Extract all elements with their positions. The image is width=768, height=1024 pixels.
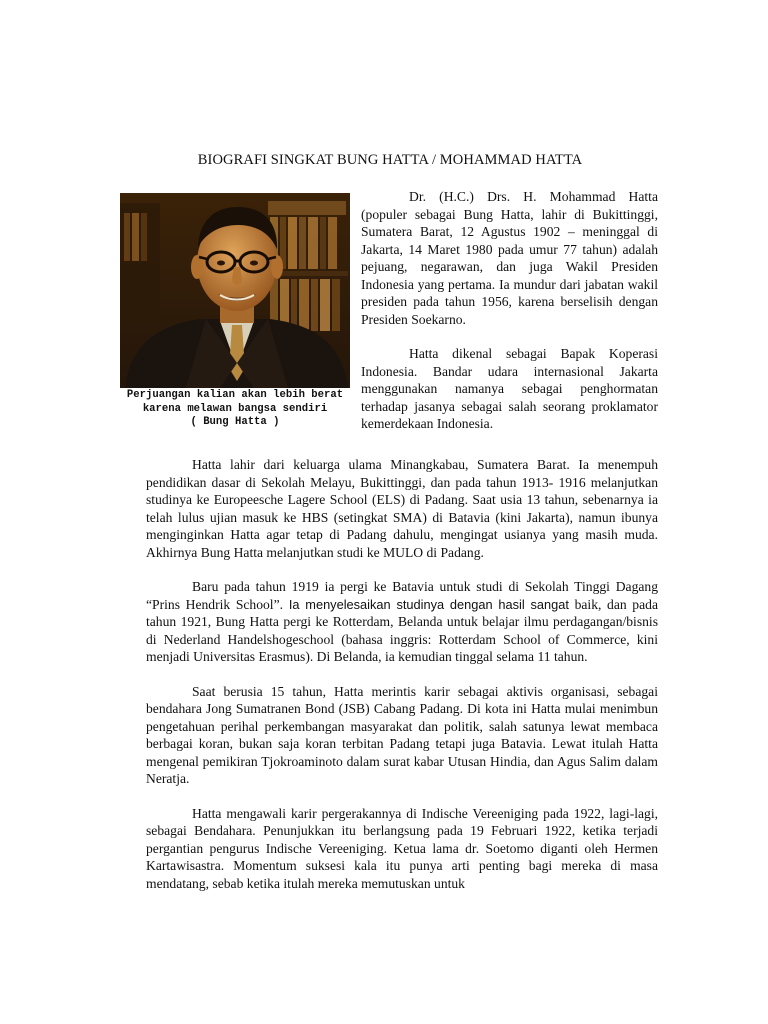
cooperative-paragraph: Hatta dikenal sebagai Bapak Koperasi Indonesia. Bandar udara internasional Jakarta menggunakan namanya sebagai penghormatan terhadap jasanya sebagai salah seorang proklamator kemerdekaan Indonesia.	[361, 346, 658, 431]
education-paragraph	[146, 578, 658, 666]
early-life-paragraph: Hatta lahir dari keluarga ulama Minangkabau, Sumatera Barat. Ia menempuh pendidikan dasar di Sekolah Melayu, Bukittinggi, dan pada tahun 1913- 1916 melanjutkan studinya ke Europeesche Lagere School (ELS) di Padang. Saat usia 13 tahun, sebenarnya ia telah lulus ujian masuk ke HBS (setingkat SMA) di Batavia (kini Jakarta), namun ibunya menginginkan Hatta agar tetap di Padang dahulu, mengingat usianya yang masih muda. Akhirnya Bung Hatta melanjutkan studi ke MULO di Padang.	[146, 457, 658, 560]
education-text-c: baik, dan pada tahun 1921, Bung Hatta pergi ke Rotterdam, Belanda untuk belajar ilmu perdagangan/bisnis di Nederland Handelshogeschool (bahasa inggris: Rotterdam School of Commerce, kini menjadi Universitas Erasmus). Di Belanda, ia kemudian tinggal selama 11 tahun.	[146, 596, 658, 664]
side-text-column	[361, 188, 658, 450]
activism-paragraph: Saat berusia 15 tahun, Hatta merintis karir sebagai aktivis organisasi, sebagai bendahara Jong Sumatranen Bond (JSB) Cabang Padang. Di kota ini Hatta mulai menimbun pengetahuan perihal perkembangan masyarakat dan politik, salah satunya lewat membaca berbagai koran, bukan saja koran terbitan Padang tetapi juga Batavia. Lewat itulah Hatta mengenal pemikiran Tjokroaminoto dalam surat kabar Utusan Hindia, dan Agus Salim dalam Neratja.	[146, 683, 658, 786]
career-paragraph: Hatta mengawali karir pergerakannya di Indische Vereeniging pada 1922, lagi-lagi, sebagai Bendahara. Penunjukkan itu berlangsung pada 19 Februari 1922, ketika terjadi pergantian pengurus Indische Vereeniging. Ketua lama dr. Soetomo diganti oleh Hermen Kartawisastra. Momentum suksesi kala itu punya arti penting bagi mereka di masa mendatang, sebab ketika itulah mereka memutuskan untuk	[146, 805, 658, 891]
caption-line: ( Bung Hatta )	[190, 416, 280, 428]
document-title: BIOGRAFI SINGKAT BUNG HATTA / MOHAMMAD HATTA	[197, 152, 583, 168]
education-text-b: Ia menyelesaikan studinya dengan hasil sangat	[283, 596, 569, 612]
education-text-a: Baru pada tahun 1919 ia pergi ke Batavia untuk studi di Sekolah Tinggi Dagang “Prins Hendrik School”.	[146, 579, 658, 612]
portrait-photo	[120, 193, 350, 388]
caption-line: Perjuangan kalian akan lebih berat	[126, 389, 344, 401]
portrait-photo-illustration	[120, 193, 350, 388]
photo-caption	[113, 389, 357, 430]
body-text	[146, 456, 658, 909]
intro-paragraph: Dr. (H.C.) Drs. H. Mohammad Hatta (populer sebagai Bung Hatta, lahir di Bukittinggi, Sumatera Barat, 12 Agustus 1902 – meninggal di Jakarta, 14 Maret 1980 pada umur 77 tahun) adalah pejuang, negarawan, dan juga Wakil Presiden Indonesia yang pertama. Ia mundur dari jabatan wakil presiden pada tahun 1956, karena berselisih dengan Presiden Soekarno.	[361, 189, 658, 327]
caption-line: karena melawan bangsa sendiri	[142, 402, 328, 415]
